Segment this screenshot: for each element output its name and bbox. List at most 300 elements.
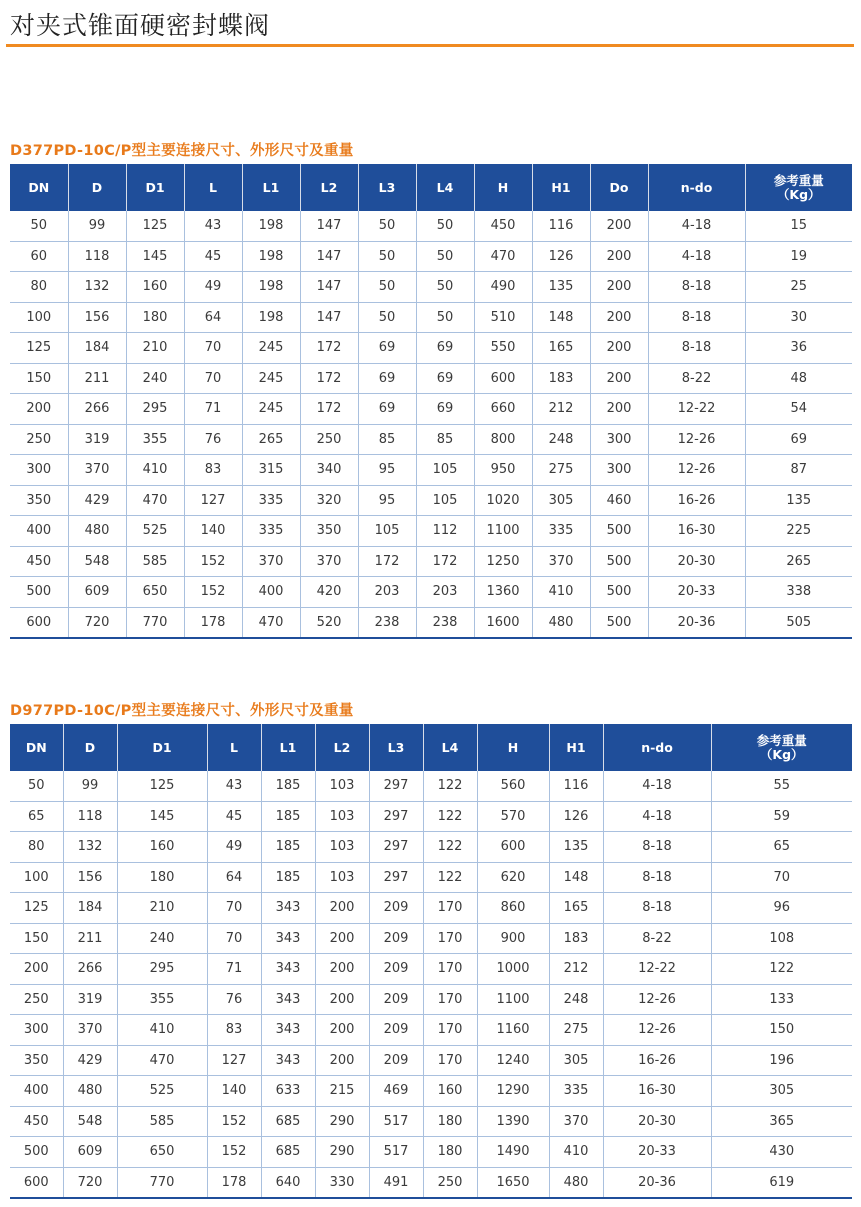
table-cell: 319 [68,424,126,455]
table-cell: 80 [10,272,68,303]
table-cell: 183 [549,923,603,954]
table-cell: 8-22 [648,363,745,394]
table-cell: 50 [416,211,474,241]
table-cell: 248 [549,984,603,1015]
table-row [10,455,852,486]
table-cell: 600 [10,607,68,638]
table-cell: 200 [315,923,369,954]
table-cell: 200 [315,893,369,924]
table-cell: 338 [745,577,852,608]
table-cell: 196 [711,1045,852,1076]
table-cell: 211 [63,923,117,954]
column-header: H [477,724,549,771]
table-cell: 172 [300,394,358,425]
table-cell: 70 [711,862,852,893]
table-cell: 4-18 [603,801,711,832]
table-cell: 900 [477,923,549,954]
table-cell: 517 [369,1106,423,1137]
table-cell: 165 [532,333,590,364]
table-cell: 300 [590,455,648,486]
table-cell: 122 [711,954,852,985]
table-cell: 330 [315,1167,369,1198]
table-cell: 12-26 [603,1015,711,1046]
table-cell: 122 [423,832,477,863]
table-cell: 135 [745,485,852,516]
table-cell: 165 [549,893,603,924]
table-cell: 200 [590,333,648,364]
table-cell: 180 [117,862,207,893]
table-cell: 152 [184,577,242,608]
table-cell: 350 [10,485,68,516]
table-cell: 470 [126,485,184,516]
table-cell: 200 [590,211,648,241]
table-cell: 30 [745,302,852,333]
table-cell: 370 [242,546,300,577]
table-cell: 20-33 [648,577,745,608]
table-cell: 200 [315,954,369,985]
table-cell: 305 [532,485,590,516]
table-cell: 65 [10,801,63,832]
table-cell: 548 [63,1106,117,1137]
table-cell: 122 [423,862,477,893]
table-cell: 290 [315,1137,369,1168]
table-cell: 410 [549,1137,603,1168]
table-cell: 185 [261,801,315,832]
table-cell: 650 [117,1137,207,1168]
table-cell: 152 [207,1106,261,1137]
table-cell: 185 [261,832,315,863]
table-cell: 43 [207,771,261,801]
table-cell: 297 [369,771,423,801]
table-cell: 410 [532,577,590,608]
table-cell: 49 [207,832,261,863]
table-cell: 470 [242,607,300,638]
table-cell: 510 [474,302,532,333]
table-cell: 16-26 [648,485,745,516]
table-cell: 16-26 [603,1045,711,1076]
column-header: 参考重量 （Kg） [711,724,852,771]
table-cell: 16-30 [648,516,745,547]
table-cell: 148 [532,302,590,333]
table-cell: 16-30 [603,1076,711,1107]
table-cell: 300 [10,455,68,486]
table-cell: 355 [126,424,184,455]
table-cell: 410 [117,1015,207,1046]
column-header: 参考重量 （Kg） [745,164,852,211]
table-cell: 178 [184,607,242,638]
table-cell: 266 [63,954,117,985]
table-cell: 200 [315,1045,369,1076]
table-cell: 99 [68,211,126,241]
column-header: D [63,724,117,771]
table-cell: 500 [10,577,68,608]
table-cell: 500 [10,1137,63,1168]
table-cell: 209 [369,1045,423,1076]
table-cell: 147 [300,272,358,303]
table-cell: 170 [423,984,477,1015]
table-cell: 69 [358,394,416,425]
table-cell: 85 [416,424,474,455]
table-cell: 180 [126,302,184,333]
table-cell: 295 [126,394,184,425]
table-row [10,485,852,516]
table-cell: 450 [10,1106,63,1137]
table-cell: 320 [300,485,358,516]
table-cell: 20-33 [603,1137,711,1168]
table-cell: 250 [10,984,63,1015]
table-cell: 54 [745,394,852,425]
table-cell: 1360 [474,577,532,608]
table-cell: 198 [242,302,300,333]
table-cell: 99 [63,771,117,801]
table-row [10,546,852,577]
table-row [10,1015,852,1046]
table-row [10,984,852,1015]
table-cell: 184 [68,333,126,364]
table-cell: 170 [423,1045,477,1076]
table-cell: 105 [358,516,416,547]
table-cell: 490 [474,272,532,303]
table-cell: 147 [300,211,358,241]
table-cell: 1240 [477,1045,549,1076]
table-cell: 100 [10,302,68,333]
table-cell: 600 [474,363,532,394]
table-cell: 619 [711,1167,852,1198]
table-cell: 160 [117,832,207,863]
table-cell: 170 [423,923,477,954]
table-cell: 170 [423,954,477,985]
table-cell: 172 [300,333,358,364]
table-cell: 125 [126,211,184,241]
table-cell: 350 [10,1045,63,1076]
table-cell: 160 [423,1076,477,1107]
table-cell: 203 [358,577,416,608]
table-cell: 209 [369,923,423,954]
table-cell: 470 [474,241,532,272]
table-row [10,1106,852,1137]
table-cell: 525 [117,1076,207,1107]
table-cell: 49 [184,272,242,303]
table-cell: 50 [10,211,68,241]
table-cell: 275 [549,1015,603,1046]
table-cell: 365 [711,1106,852,1137]
table-cell: 300 [10,1015,63,1046]
table-cell: 200 [315,1015,369,1046]
table-cell: 429 [63,1045,117,1076]
table-cell: 212 [532,394,590,425]
table-cell: 145 [126,241,184,272]
table-cell: 122 [423,801,477,832]
table-cell: 60 [10,241,68,272]
table-cell: 400 [10,1076,63,1107]
table-cell: 69 [416,394,474,425]
table-cell: 132 [68,272,126,303]
table-cell: 1000 [477,954,549,985]
table-cell: 491 [369,1167,423,1198]
table-cell: 95 [358,455,416,486]
column-header: L1 [242,164,300,211]
table-cell: 80 [10,832,63,863]
table-cell: 200 [590,302,648,333]
table-cell: 20-36 [648,607,745,638]
table-cell: 290 [315,1106,369,1137]
column-header: H1 [532,164,590,211]
table-cell: 133 [711,984,852,1015]
table-cell: 430 [711,1137,852,1168]
table-cell: 1390 [477,1106,549,1137]
column-header: L3 [358,164,416,211]
table-cell: 4-18 [648,211,745,241]
table-cell: 50 [358,302,416,333]
table-cell: 147 [300,241,358,272]
table-cell: 1250 [474,546,532,577]
table-cell: 183 [532,363,590,394]
column-header: L2 [300,164,358,211]
table-cell: 8-22 [603,923,711,954]
table-cell: 517 [369,1137,423,1168]
table-cell: 600 [477,832,549,863]
column-header: L3 [369,724,423,771]
table-cell: 45 [184,241,242,272]
table-cell: 48 [745,363,852,394]
table-cell: 343 [261,1045,315,1076]
column-header: H [474,164,532,211]
column-header: DN [10,724,63,771]
table-row [10,893,852,924]
table-row [10,923,852,954]
table-cell: 20-30 [603,1106,711,1137]
table-cell: 297 [369,832,423,863]
table-cell: 480 [532,607,590,638]
table-cell: 50 [416,241,474,272]
table-cell: 116 [532,211,590,241]
table-cell: 172 [300,363,358,394]
table-cell: 211 [68,363,126,394]
table-cell: 69 [416,333,474,364]
table-cell: 245 [242,394,300,425]
column-header: D1 [117,724,207,771]
table-cell: 950 [474,455,532,486]
table-cell: 410 [126,455,184,486]
table-cell: 156 [68,302,126,333]
table-row [10,832,852,863]
table-cell: 45 [207,801,261,832]
table-cell: 200 [590,272,648,303]
table-cell: 343 [261,893,315,924]
table-cell: 585 [126,546,184,577]
table-cell: 198 [242,272,300,303]
table-cell: 209 [369,1015,423,1046]
table-cell: 238 [416,607,474,638]
table2-title: D977PD-10C/P型主要连接尺寸、外形尺寸及重量 [10,703,354,719]
title-divider [6,44,854,47]
table-cell: 400 [242,577,300,608]
table-cell: 480 [68,516,126,547]
table-row [10,801,852,832]
table-cell: 343 [261,954,315,985]
table-cell: 685 [261,1137,315,1168]
page-title: 对夹式锥面硬密封蝶阀 [10,11,271,40]
table-cell: 460 [590,485,648,516]
column-header: L [184,164,242,211]
table-cell: 69 [358,363,416,394]
table-cell: 85 [358,424,416,455]
table-cell: 50 [416,302,474,333]
table-cell: 500 [590,546,648,577]
table-cell: 266 [68,394,126,425]
table-cell: 126 [549,801,603,832]
table-cell: 50 [358,211,416,241]
table-cell: 350 [300,516,358,547]
table-cell: 156 [63,862,117,893]
table-cell: 200 [590,241,648,272]
table-row [10,272,852,303]
table-cell: 103 [315,862,369,893]
table-header-row [10,724,852,771]
table-cell: 770 [126,607,184,638]
table-cell: 1020 [474,485,532,516]
table-cell: 250 [423,1167,477,1198]
table-cell: 469 [369,1076,423,1107]
table-cell: 240 [126,363,184,394]
table-cell: 50 [358,272,416,303]
table-cell: 118 [68,241,126,272]
table-cell: 70 [207,923,261,954]
column-header: n-do [603,724,711,771]
table-cell: 245 [242,333,300,364]
table-cell: 450 [10,546,68,577]
table-cell: 70 [184,363,242,394]
table-cell: 633 [261,1076,315,1107]
table-row [10,954,852,985]
table-cell: 185 [261,862,315,893]
table-cell: 200 [315,984,369,1015]
table-cell: 770 [117,1167,207,1198]
d977-spec-table [10,724,852,1199]
table-cell: 100 [10,862,63,893]
table-row [10,241,852,272]
table-row [10,363,852,394]
table-cell: 140 [207,1076,261,1107]
table-cell: 200 [590,363,648,394]
table-row [10,1167,852,1198]
table-cell: 76 [184,424,242,455]
table-cell: 1490 [477,1137,549,1168]
table-cell: 370 [68,455,126,486]
table-cell: 160 [126,272,184,303]
table-cell: 152 [207,1137,261,1168]
table-cell: 71 [207,954,261,985]
table-cell: 343 [261,923,315,954]
table-cell: 8-18 [648,333,745,364]
table-cell: 560 [477,771,549,801]
table-cell: 480 [63,1076,117,1107]
table-cell: 184 [63,893,117,924]
table-cell: 180 [423,1106,477,1137]
table-cell: 185 [261,771,315,801]
table-cell: 370 [63,1015,117,1046]
table-cell: 650 [126,577,184,608]
table-cell: 500 [590,577,648,608]
column-header: n-do [648,164,745,211]
table-cell: 250 [10,424,68,455]
table-cell: 548 [68,546,126,577]
table-cell: 1650 [477,1167,549,1198]
table-cell: 127 [207,1045,261,1076]
table-cell: 170 [423,1015,477,1046]
table-cell: 43 [184,211,242,241]
table-cell: 209 [369,893,423,924]
table-cell: 122 [423,771,477,801]
table-row [10,302,852,333]
table-cell: 238 [358,607,416,638]
table-cell: 400 [10,516,68,547]
column-header: D [68,164,126,211]
table-cell: 1600 [474,607,532,638]
table-cell: 200 [10,954,63,985]
table-cell: 600 [10,1167,63,1198]
table-cell: 12-26 [648,424,745,455]
table-row [10,424,852,455]
table-cell: 103 [315,832,369,863]
table-cell: 87 [745,455,852,486]
table-cell: 609 [63,1137,117,1168]
table-cell: 12-26 [603,984,711,1015]
table-cell: 8-18 [648,302,745,333]
table-cell: 720 [63,1167,117,1198]
table-cell: 8-18 [648,272,745,303]
table-cell: 108 [711,923,852,954]
table-cell: 335 [242,516,300,547]
table-cell: 319 [63,984,117,1015]
table-cell: 570 [477,801,549,832]
table-cell: 12-22 [648,394,745,425]
table-cell: 505 [745,607,852,638]
table-cell: 300 [590,424,648,455]
table-cell: 116 [549,771,603,801]
table-cell: 145 [117,801,207,832]
table-cell: 210 [126,333,184,364]
table-cell: 225 [745,516,852,547]
table-cell: 450 [474,211,532,241]
table-cell: 105 [416,455,474,486]
table-cell: 335 [549,1076,603,1107]
table-cell: 150 [10,923,63,954]
table-cell: 500 [590,516,648,547]
table-cell: 69 [745,424,852,455]
table-cell: 135 [532,272,590,303]
table-cell: 525 [126,516,184,547]
table-cell: 550 [474,333,532,364]
table-cell: 198 [242,211,300,241]
table-cell: 12-22 [603,954,711,985]
table-row [10,333,852,364]
table-cell: 335 [532,516,590,547]
table-cell: 340 [300,455,358,486]
table-cell: 500 [590,607,648,638]
table-cell: 305 [549,1045,603,1076]
column-header: L4 [423,724,477,771]
table-cell: 720 [68,607,126,638]
table-cell: 198 [242,241,300,272]
table-cell: 69 [358,333,416,364]
column-header: D1 [126,164,184,211]
table-cell: 370 [300,546,358,577]
table-cell: 125 [10,893,63,924]
column-header: L4 [416,164,474,211]
table-cell: 265 [745,546,852,577]
table-cell: 295 [117,954,207,985]
